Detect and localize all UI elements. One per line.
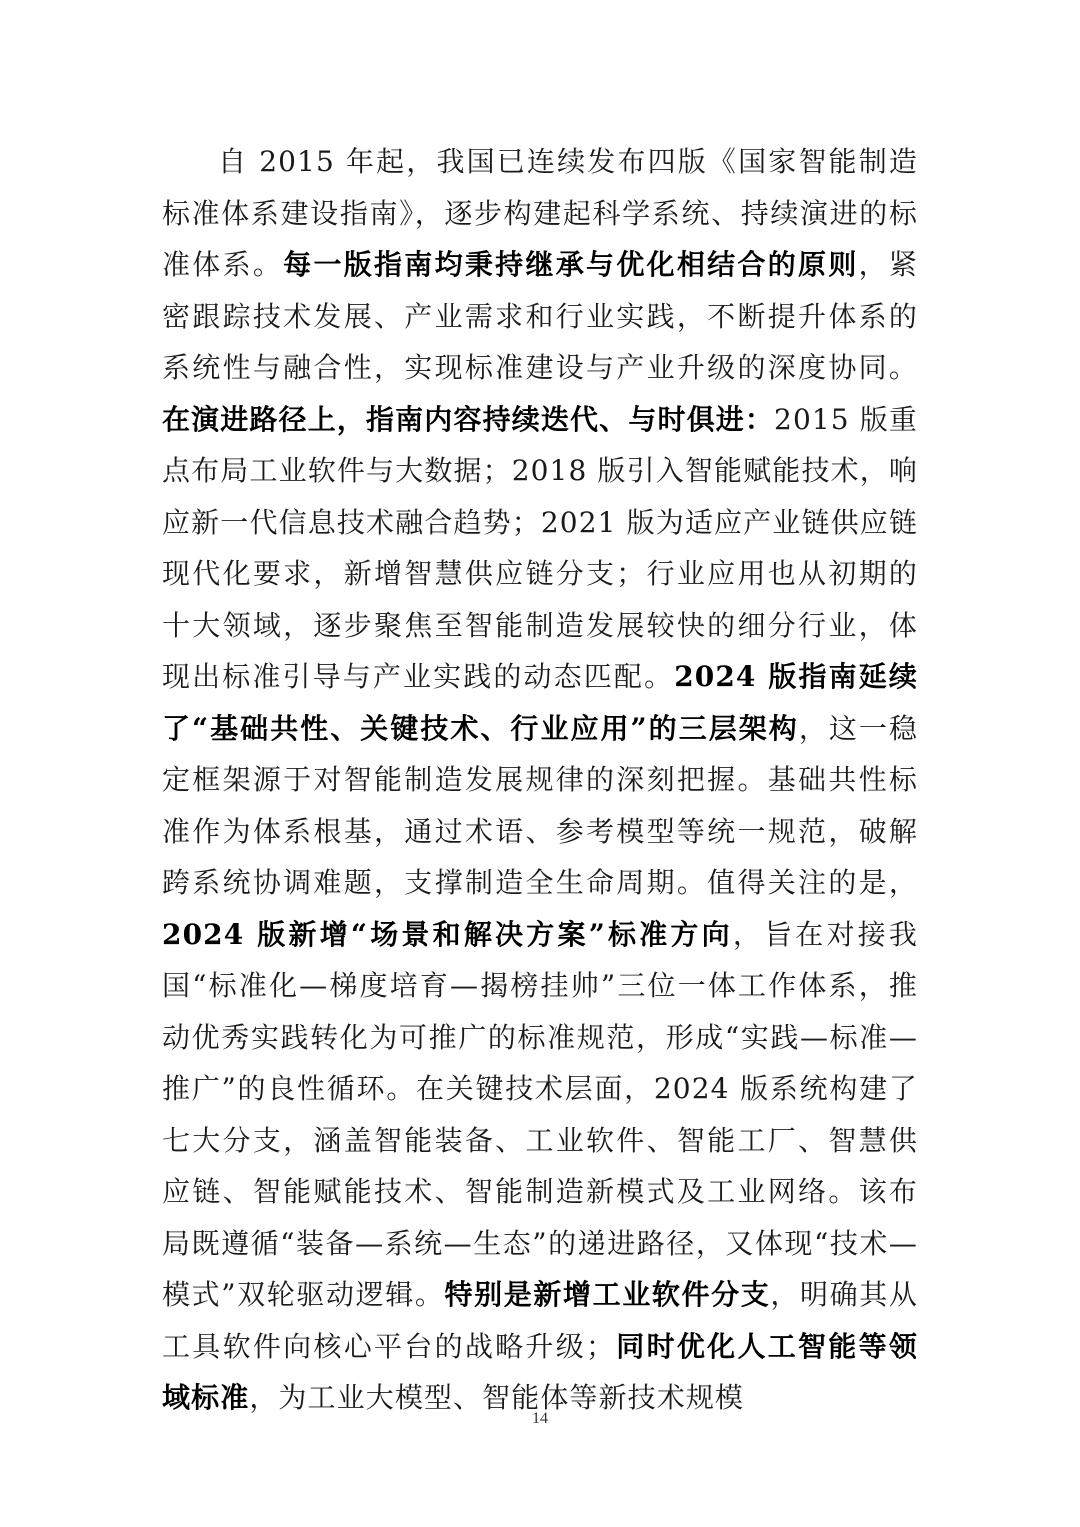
bold-run-ai-standards: 同时优化人工智能等领域标准 — [162, 1329, 918, 1414]
bold-run-principle: 每一版指南均秉持继承与优化相结合的原则 — [283, 248, 859, 281]
text-run-1: 自 2015 年起，我国已连续发布四版《国家智能制造标准体系建设指南》，逐步构建起科学系统、持续演进的标准体系。 — [162, 145, 918, 281]
bold-run-industrial-software: 特别是新增工业软件分支 — [444, 1278, 771, 1311]
bold-run-scenario: 2024 版新增“场景和解决方案”标准方向 — [162, 917, 733, 951]
text-run-6: ，明确其从工具软件向核心平台的战略升级； — [162, 1278, 918, 1363]
text-run-2: ，紧密跟踪技术发展、产业需求和行业实践，不断提升体系的系统性与融合性，实现标准建设与产业升级的深度协同。 — [162, 248, 918, 384]
bold-run-evolution-path: 在演进路径上，指南内容持续迭代、与时俱进： — [162, 402, 775, 436]
text-run-7: ，为工业大模型、智能体等新技术规模 — [249, 1381, 745, 1414]
bold-run-three-layer: 2024 版指南延续了“基础共性、关键技术、行业应用”的三层架构 — [162, 660, 919, 745]
body-paragraph — [162, 136, 918, 1424]
page-number: 14 — [532, 1410, 548, 1427]
text-run-3: 2015 版重点布局工业软件与大数据；2018 版引入智能赋能技术，响应新一代信息技术融合趋势；2021 版为适应产业链供应链现代化要求，新增智慧供应链分支；行业应用也从初期的十大领域，逐步聚焦至智能制造发展较快的细分行业，体现出标准引导与产业实践的动态匹配。 — [162, 402, 918, 693]
text-run-5: ，旨在对接我国“标准化—梯度培育—揭榜挂帅”三位一体工作体系，推动优秀实践转化为可推广的标准规范，形成“实践—标准—推广”的良性循环。在关键技术层面，2024 版系统构建了七大分支，涵盖智能装备、工业软件、智能工厂、智慧供应链、智能赋能技术、智能制造新模式及工业网络。该布局既遵循“装备—系统—生态”的递进路径，又体现“技术—模式”双轮驱动逻辑。 — [162, 917, 918, 1311]
text-run-4: ，这一稳定框架源于对智能制造发展规律的深刻把握。基础共性标准作为体系根基，通过术语、参考模型等统一规范，破解跨系统协调难题，支撑制造全生命周期。值得关注的是， — [162, 711, 918, 899]
